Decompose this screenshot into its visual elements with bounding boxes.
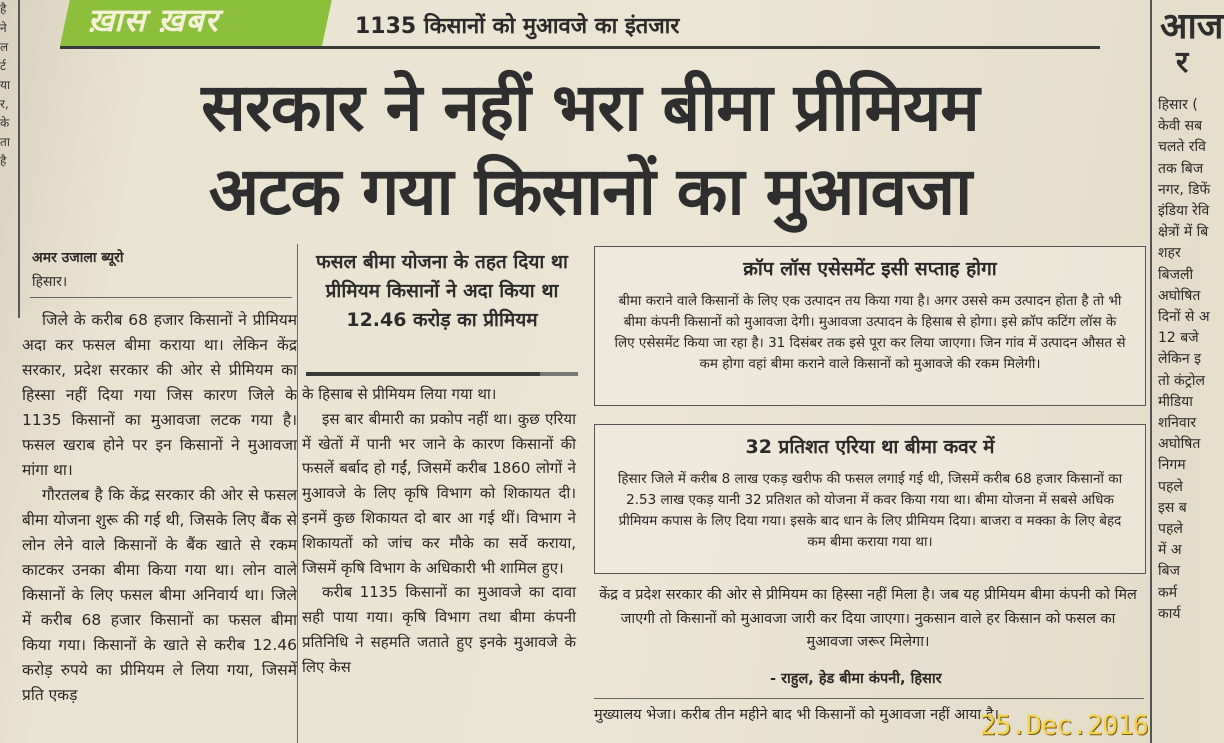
box-title: क्रॉप लॉस एसेसमेंट इसी सप्ताह होगा <box>743 258 997 280</box>
adjacent-line: हिसार ( <box>1158 97 1198 113</box>
pull-quote: फसल बीमा योजना के तहत दिया था प्रीमियम किसानों ने अदा किया था 12.46 करोड़ का प्रीमियम <box>316 251 568 331</box>
pull-quote-rule <box>306 372 578 376</box>
adjacent-line: तो कंट्रोल <box>1158 372 1205 389</box>
adjacent-line: मीडिया <box>1158 393 1193 410</box>
paragraph: गौरतलब है कि केंद्र सरकार की ओर से फसल बीमा योजना शुरू की गई थी, जिसके लिए बैंक से लोन लेने वाले किसानों के बैंक खाते से रकम काटकर उनका बीमा किया गया था। लोन वाले किसानों के लिए फसल बीमा अनिवार्य था। जिले में करीब 68 हजार किसानों का फसल बीमा किया गया। किसानों के खाते से करीब 12.46 करोड़ रुपये का प्रीमियम ले लिया गया, जिसमें प्रति एकड़ <box>22 486 297 704</box>
paragraph: इस बार बीमारी का प्रकोप नहीं था। कुछ एरिया में खेतों में पानी भर जाने के कारण किसानों की फसलें बर्बाद हो गईं, जिसमें करीब 1860 लोगों ने मुआवजे के लिए कृषि विभाग को शिकायत दी। इनमें कुछ शिकायत दो बार आ गई थीं। विभाग ने शिकायतों को जांच कर मौके का सर्वे कराया, जिसमें कृषि विभाग के अधिकारी भी शामिल हुए। <box>302 409 576 577</box>
box-title: 32 प्रतिशत एरिया था बीमा कवर में <box>745 436 995 458</box>
header-rule <box>60 46 1100 49</box>
adjacent-line: इस ब <box>1158 499 1187 516</box>
headline-line-1: सरकार ने नहीं भरा बीमा प्रीमियम <box>201 69 979 146</box>
article-column-left <box>22 308 297 708</box>
paragraph: करीब 1135 किसानों का मुआवजे का दावा सही पाया गया। कृषि विभाग तथा बीमा कंपनी प्रतिनिधि ने सहमति जताते हुए इनके मुआवजे के लिए केस <box>302 583 576 676</box>
photo-date-stamp: 25.Dec.2016 <box>980 710 1148 741</box>
article-continuation: मुख्यालय भेजा। करीब तीन महीने बाद भी किसानों को मुआवजा नहीं आया है। <box>594 707 999 723</box>
adjacent-line: नगर, डिफें <box>1158 181 1211 198</box>
adjacent-line: निगम <box>1158 457 1186 474</box>
box-body: हिसार जिले में करीब 8 लाख एकड़ खरीफ की फसल लगाई गई थी, जिसमें करीब 68 हजार किसानों का 2.53 लाख एकड़ यानी 32 प्रतिशत को योजना में कवर किया गया था। बीमा योजना में सबसे अधिक प्रीमियम कपास के लिए दिया गया। इसके बाद धान के लिए प्रीमियम दिया। बाजरा व मक्का के लिए बेहद कम बीमा कराया गया था। <box>617 471 1123 550</box>
adjacent-line: शहर <box>1158 245 1181 262</box>
adjacent-line: कार्य <box>1158 605 1181 622</box>
adjacent-headline: आज <box>1160 6 1224 47</box>
adjacent-line: लेकिन इ <box>1158 351 1201 368</box>
byline: अमर उजाला ब्यूरो <box>32 250 124 266</box>
paragraph: जिले के करीब 68 हजार किसानों ने प्रीमियम अदा कर फसल बीमा कराया था। लेकिन केंद्र सरकार, प्रदेश सरकार की ओर से प्रीमियम का हिस्सा नहीं दिया गया जिस कारण जिले के 1135 किसानों का मुआवजा लटक गया है। फसल खराब होने पर इन किसानों ने मुआवजा मांगा था। <box>22 311 297 479</box>
adjacent-line: अघोषित <box>1158 287 1201 304</box>
adjacent-line: दिनों से अ <box>1158 309 1210 326</box>
adjacent-line: पहले <box>1158 521 1183 538</box>
adjacent-line: कर्म <box>1158 584 1178 601</box>
adjacent-headline-2: र <box>1176 45 1189 80</box>
official-statement: केंद्र व प्रदेश सरकार की ओर से प्रीमियम का हिस्सा नहीं मिला है। जब यह प्रीमियम बीमा कंपनी को मिल जाएगी तो किसानों को मुआवजा जारी कर दिया जाएगा। नुकसान वाले हर किसान को फसल का मुआवजा जरूर मिलेगा। <box>599 587 1137 650</box>
section-tag: ख़ास ख़बर <box>88 1 219 39</box>
column-divider <box>297 244 298 743</box>
adjacent-line: इंडिया रेवि <box>1158 203 1210 220</box>
box-body: बीमा कराने वाले किसानों के लिए एक उत्पादन तय किया गया है। अगर उससे कम उत्पादन होता है तो भी बीमा कंपनी किसानों को मुआवजा देगी। मुआवजा उत्पादन के हिसाब से होगा। इसे क्रॉप कटिंग लॉस के लिए एसेसमेंट किया जा रहा है। 31 दिसंबर तक इसे पूरा कर लिया जाएगा। जिन गांव में उत्पादन औसत से कम होगा वहां बीमा कराने वाले किसानों को मुआवजे की रकम मिलेगी। <box>614 293 1126 372</box>
dateline: हिसार। <box>32 274 68 290</box>
adjacent-line: अघोषित <box>1158 436 1201 453</box>
statement-rule <box>594 698 1144 699</box>
adjacent-line: क्षेत्रों में बि <box>1158 224 1209 241</box>
adjacent-line: शनिवार <box>1158 415 1197 432</box>
kicker: 1135 किसानों को मुआवजे का इंतजार <box>355 14 680 39</box>
adjacent-line: बिजली <box>1158 266 1194 283</box>
headline-line-2: अटक गया किसानों का मुआवजा <box>208 153 972 230</box>
statement-attribution: - राहुल, हेड बीमा कंपनी, हिसार <box>770 671 942 687</box>
column-divider <box>1150 0 1152 743</box>
paragraph: के हिसाब से प्रीमियम लिया गया था। <box>302 385 497 403</box>
adjacent-line: में अ <box>1158 542 1182 559</box>
adjacent-line: केवी सब <box>1158 118 1203 135</box>
article-column-middle <box>302 382 576 680</box>
info-box-crop-loss <box>594 246 1146 406</box>
adjacent-column-right <box>1158 95 1211 625</box>
adjacent-line: चलते रवि <box>1158 139 1206 156</box>
column-divider <box>18 0 20 318</box>
adjacent-line: बिज <box>1158 563 1181 580</box>
adjacent-column-left: है ने ल र्ट या र, के ता है <box>0 2 11 168</box>
info-box-coverage <box>594 424 1146 574</box>
adjacent-line: पहले <box>1158 478 1183 495</box>
adjacent-line: 12 बजे <box>1158 330 1199 347</box>
pull-quote-rule-accent <box>540 372 578 376</box>
byline-rule <box>30 297 292 298</box>
adjacent-line: तक बिज <box>1158 160 1204 177</box>
